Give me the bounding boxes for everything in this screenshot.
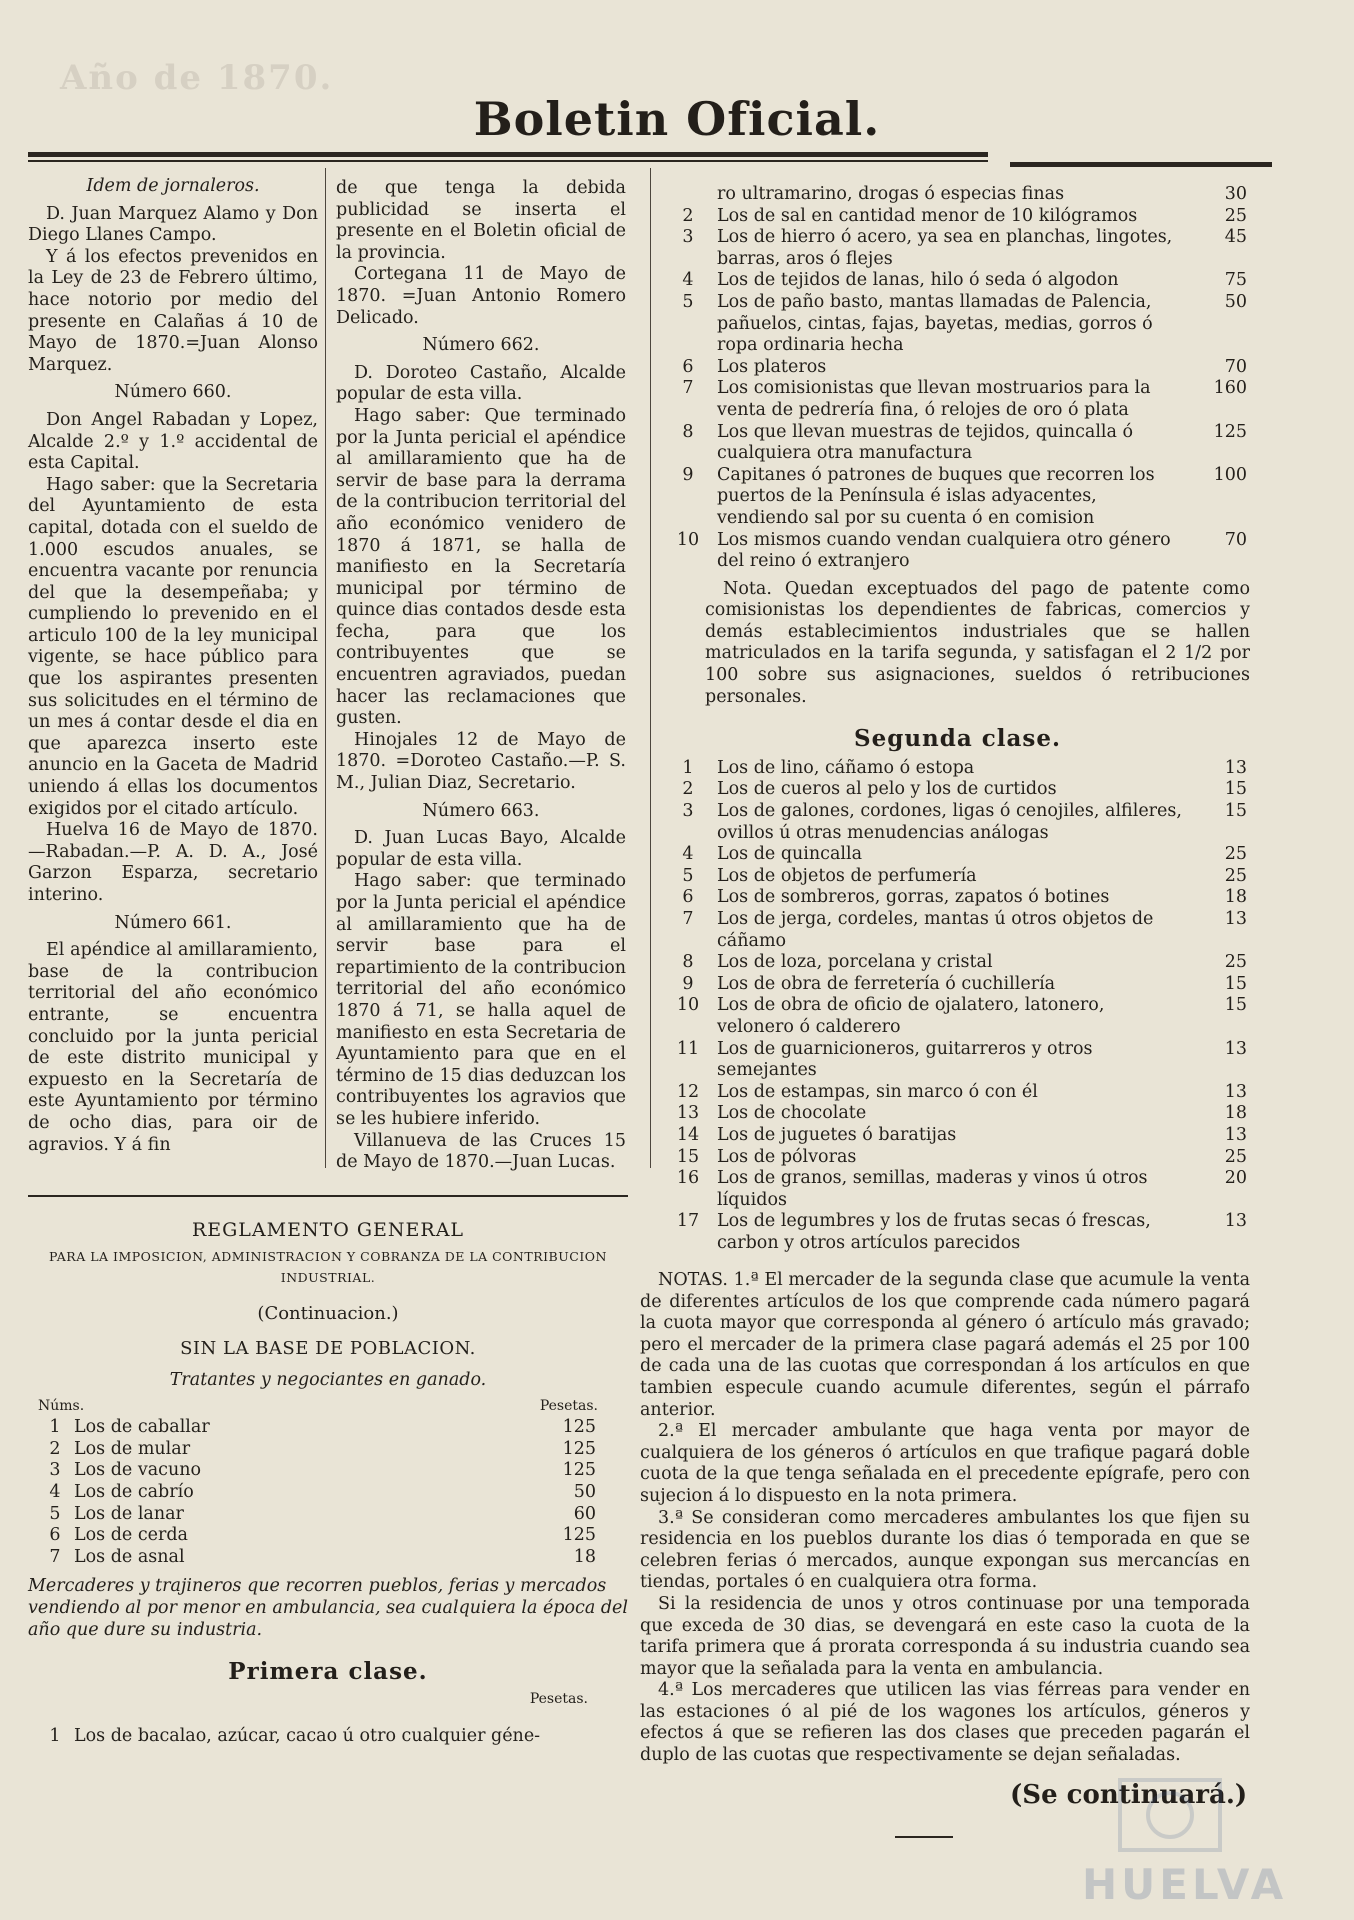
item-number: 5: [682, 865, 694, 886]
reglamento-subtitle: PARA LA IMPOSICION, ADMINISTRACION Y COBRANZA DE LA CONTRIBUCION INDUSTRIAL.: [49, 1248, 607, 1286]
item-value: 15: [1224, 779, 1247, 800]
item-value: 30: [1224, 184, 1247, 204]
item-text: Los de obra de ferretería ó cuchillería: [717, 973, 1056, 994]
item-text: Los de loza, porcelana y cristal: [717, 952, 993, 973]
table-row: [665, 378, 1250, 421]
item-text: Los de sombreros, gorras, zapatos ó botines: [717, 887, 1110, 908]
item-number: 10: [676, 995, 700, 1016]
item-text: Los de lanar: [74, 1503, 184, 1524]
note-paragraph: Si la residencia de unos y otros continuase por una temporada que exceda de 30 dias, se devengará en este caso la cuota de la tarifa primera que á prorata corresponda á su industria cuando sea mayor que la señalada para la venta en ambulancia.: [640, 1593, 1250, 1679]
table-row: [665, 270, 1250, 292]
stamp-text: HUELVA: [1082, 1860, 1288, 1909]
item-value: 70: [1224, 356, 1247, 377]
table-row: [38, 1547, 598, 1569]
faded-year-header: Año de 1870.: [60, 58, 334, 98]
table-row: [665, 909, 1250, 952]
mercaderes-text: Mercaderes y trajineros que recorren pueblos, ferias y mercados vendiendo al por menor en ambulancia, sea cualquiera la época del año que dure su industria.: [28, 1576, 628, 1640]
reglamento-title: REGLAMENTO GENERAL: [191, 1219, 465, 1241]
table-row: [38, 1726, 598, 1748]
item-value: 60: [573, 1503, 596, 1524]
table-row: [665, 422, 1250, 465]
item-number: 9: [682, 973, 694, 994]
table-row: [665, 887, 1250, 909]
table-row: [665, 1168, 1250, 1211]
item-text: Los mismos cuando vendan cualquiera otro género del reino ó extranjero: [717, 529, 1171, 572]
item-text: Los de pólvoras: [717, 1146, 857, 1167]
item-text: Los de mular: [74, 1438, 191, 1459]
item-number: 16: [676, 1168, 700, 1189]
item-text: Los de objetos de perfumería: [717, 865, 977, 886]
paragraph: Hago saber: que terminado por la Junta pericial el apéndice al amillaramiento que ha de servir base para el repartimiento de la contribucion territorial del año económico 1870 á 71, se halla aquel de manifiesto en esta Secretaria de Ayuntamiento para que en el término de 15 dias deduzcan los contribuyentes los agravios que se les hubiere inferido.: [336, 871, 626, 1129]
tariff-table-first: [665, 184, 1250, 573]
paragraph: Número 660.: [114, 382, 232, 403]
table-row: [665, 1039, 1250, 1082]
segunda-clase-heading: Segunda clase.: [854, 725, 1061, 753]
nota-text: Nota. Quedan exceptuados del pago de patente como comisionistas los dependientes de fabricas, comercios y demás establecimientos industriales que se hallen matriculados en la tarifa segunda, y satisfagan el 2 1/2 por 100 sobre sus asignaciones, sueldos ó retribuciones personales.: [705, 578, 1250, 707]
item-value: 20: [1224, 1168, 1247, 1189]
item-value: 50: [573, 1481, 596, 1502]
masthead-title: Boletin Oficial.: [473, 92, 881, 146]
item-value: 70: [1224, 529, 1247, 550]
paragraph: Hago saber: que la Secretaria del Ayuntamiento de esta capital, dotada con el sueldo de 1.000 escudos anuales, se encuentra vacante por renuncia del que la desempeñaba; y cumpliendo lo prevenido en el articulo 100 de la ley municipal vigente, se hace público para que los aspirantes presenten sus solicitudes en el término de un mes á contar desde el dia en que aparezca inserto este anuncio en la Gaceta de Madrid uniendo á ellas los documentos exigidos por el citado artículo.: [28, 474, 318, 819]
primera-table: [38, 1726, 598, 1748]
column-1: [28, 170, 318, 1156]
paragraph: D. Doroteo Castaño, Alcalde popular de esta villa.: [336, 362, 626, 405]
table-row: [665, 1082, 1250, 1104]
item-number: 6: [682, 887, 694, 908]
item-text: Los de galones, cordones, ligas ó cenojiles, alfileres, ovillos ú otras menudencias análogas: [717, 801, 1182, 843]
paragraph: Número 661.: [114, 912, 232, 933]
table-row: [665, 995, 1250, 1038]
item-number: 15: [676, 1146, 700, 1167]
item-value: 15: [1224, 973, 1247, 994]
item-text: Los de legumbres y los de frutas secas ó frescas, carbon y otros artículos parecidos: [717, 1211, 1151, 1253]
item-number: 8: [682, 952, 694, 973]
col-num-label: Núms.: [38, 1397, 85, 1414]
ganado-table: [38, 1417, 598, 1568]
item-value: 13: [1224, 1211, 1247, 1232]
column-divider: [325, 168, 326, 1168]
item-number: 7: [49, 1546, 61, 1567]
item-value: 125: [562, 1417, 596, 1438]
paragraph: de que tenga la debida publicidad se inserta el presente en el Boletin oficial de la provincia.: [336, 178, 626, 263]
item-text: Los de obra de oficio de ojalatero, latonero, velonero ó calderero: [717, 995, 1105, 1037]
item-value: 25: [1224, 205, 1247, 226]
table-row: [38, 1525, 598, 1547]
item-number: 9: [682, 464, 694, 485]
item-text: Los de tejidos de lanas, hilo ó seda ó algodon: [717, 270, 1119, 291]
table-row: [38, 1460, 598, 1482]
item-value: 25: [1224, 952, 1247, 973]
item-text: Los de bacalao, azúcar, cacao ú otro cualquier géne-: [74, 1726, 541, 1747]
table-row: [665, 1147, 1250, 1169]
table-row: [38, 1417, 598, 1439]
item-number: 14: [676, 1124, 700, 1145]
item-value: 50: [1224, 291, 1247, 312]
table-row: [665, 866, 1250, 888]
table-row: [665, 465, 1250, 530]
item-value: 18: [1224, 887, 1247, 908]
paragraph: Cortegana 11 de Mayo de 1870. =Juan Antonio Romero Delicado.: [336, 264, 626, 328]
table-row: [38, 1482, 598, 1504]
item-text: Los de lino, cáñamo ó estopa: [717, 757, 975, 778]
item-text: Los de chocolate: [717, 1103, 867, 1124]
table-row: [665, 1103, 1250, 1125]
paragraph: Don Angel Rabadan y Lopez, Alcalde 2.º y 1.º accidental de esta Capital.: [28, 409, 318, 474]
closing-dash: [895, 1836, 953, 1838]
item-text: Los de cueros al pelo y los de curtidos: [717, 779, 1057, 800]
item-text: Los de caballar: [74, 1417, 210, 1438]
item-number: 7: [682, 378, 694, 399]
item-number: 2: [682, 779, 694, 800]
item-value: 160: [1213, 378, 1247, 399]
paragraph: El apéndice al amillaramiento, base de la contribucion territorial del año económico entrante, se encuentra concluido por la junta pericial de este distrito municipal y expuesto en la Secretaría de este Ayuntamiento por término de ocho dias, para oir de agravios. Y á fin: [28, 940, 318, 1155]
table-row: [665, 844, 1250, 866]
table-row: [665, 779, 1250, 801]
item-number: 6: [682, 356, 694, 377]
item-text: Los que llevan muestras de tejidos, quincalla ó cualquiera otra manufactura: [717, 421, 1134, 464]
item-number: 3: [682, 801, 694, 822]
item-text: Los de sal en cantidad menor de 10 kilógramos: [717, 205, 1138, 226]
item-number: 3: [49, 1460, 61, 1481]
item-text: Capitanes ó patrones de buques que recorren los puertos de la Península é islas adyacentes, vendiendo sal por su cuenta ó en comision: [717, 464, 1155, 528]
table-row: [665, 227, 1250, 270]
item-number: 4: [682, 270, 694, 291]
item-number: 1: [49, 1726, 61, 1747]
item-value: 13: [1224, 909, 1247, 929]
item-value: 25: [1224, 844, 1247, 865]
item-text: Los de cerda: [74, 1525, 188, 1546]
item-value: 125: [1213, 421, 1247, 442]
item-text: Los de estampas, sin marco ó con él: [717, 1081, 1038, 1102]
item-text: Los de quincalla: [717, 844, 863, 865]
item-number: 3: [682, 227, 694, 248]
item-number: 5: [682, 291, 694, 312]
table-row: [665, 184, 1250, 206]
item-value: 13: [1224, 1124, 1247, 1145]
item-number: 6: [49, 1525, 61, 1546]
note-paragraph: 4.ª Los mercaderes que utilicen las vias férreas para vender en las estaciones ó al pié de los wagones los artículos, géneros y efectos á que se refieren las dos clases que preceden pagarán el duplo de las cuotas que respectivamente se dejan señaladas.: [640, 1680, 1250, 1766]
masthead-rule: [28, 152, 988, 157]
note-paragraph: NOTAS. 1.ª El mercader de la segunda clase que acumule la venta de diferentes artículos de los que comprende cada número pagará la cuota mayor que corresponda al género ó artículo más gravado; pero el mercader de la primera clase pagará además el 25 por 100 de cada una de las cuotas que correspondan á los artículos en que tambien especule cuando acumule diferentes, según el párrafo anterior.: [640, 1270, 1250, 1420]
table-row: [665, 357, 1250, 379]
item-text: Los de jerga, cordeles, mantas ú otros objetos de cáñamo: [717, 909, 1154, 951]
item-number: [665, 184, 711, 206]
item-value: 45: [1224, 227, 1247, 248]
paragraph: Idem de jornaleros.: [86, 176, 260, 196]
ganado-column-headers: [38, 1396, 598, 1418]
continuacion-label: (Continuacion.): [257, 1302, 399, 1324]
paragraph: Hinojales 12 de Mayo de 1870. =Doroteo Castaño.—P. S. M., Julian Diaz, Secretario.: [336, 729, 626, 794]
item-number: 4: [682, 844, 694, 865]
primera-clase-heading: Primera clase.: [228, 1658, 428, 1686]
table-row: [665, 206, 1250, 228]
item-number: 12: [676, 1081, 700, 1102]
section-divider: [28, 1195, 628, 1197]
column-3: [665, 184, 1250, 1255]
item-number: 1: [49, 1417, 61, 1438]
item-value: 25: [1224, 865, 1247, 886]
item-text: Los de asnal: [74, 1546, 185, 1567]
masthead-rule-thin: [28, 160, 988, 162]
item-text: Los de guarnicioneros, guitarreros y otros semejantes: [717, 1038, 1093, 1081]
col-pesetas-label: Pesetas.: [539, 1397, 598, 1414]
item-text: Los de cabrío: [74, 1481, 194, 1502]
paragraph: Y á los efectos prevenidos en la Ley de 23 de Febrero último, hace notorio por medio del presente en Calañas á 10 de Mayo de 1870.=Juan Alonso Marquez.: [28, 246, 318, 375]
continuara-label: (Se continuará.): [1010, 1780, 1248, 1810]
item-text: Los de vacuno: [74, 1460, 202, 1481]
item-value: 13: [1224, 1038, 1247, 1059]
sin-base-heading: SIN LA BASE DE POBLACION.: [180, 1338, 476, 1360]
table-row: [665, 974, 1250, 996]
paragraph: Número 662.: [422, 335, 540, 356]
note-paragraph: 2.ª El mercader ambulante que haga venta por mayor de cualquiera de los géneros ó artículos en que trafique pagará doble cuota de la que tenga señalada en el precedente epígrafe, pero con sujecion á lo dispuesto en la nota primera.: [640, 1421, 1250, 1506]
paragraph: Villanueva de las Cruces 15 de Mayo de 1870.—Juan Lucas.: [336, 1130, 626, 1173]
paragraph: D. Juan Marquez Alamo y Don Diego Llanes Campo.: [28, 203, 318, 246]
item-number: 2: [49, 1438, 61, 1459]
item-value: 25: [1224, 1146, 1247, 1167]
item-number: 5: [49, 1503, 61, 1524]
item-value: 18: [573, 1546, 596, 1567]
item-value: 125: [562, 1525, 596, 1546]
item-number: 8: [682, 421, 694, 442]
table-row: [665, 530, 1250, 573]
column-2: [336, 178, 626, 1174]
primera-pesetas-label: Pesetas.: [529, 1690, 588, 1707]
item-value: 75: [1224, 270, 1247, 291]
item-text: Los de paño basto, mantas llamadas de Palencia, pañuelos, cintas, fajas, bayetas, medias, gorros ó ropa ordinaria hecha: [717, 291, 1153, 356]
note-paragraph: 3.ª Se consideran como mercaderes ambulantes los que fijen su residencia en los pueblos durante los dias ó temporada en que se celebren ferias ó mercados, aunque expongan sus mercancías en tiendas, portales ó en cualquiera otra forma.: [640, 1507, 1250, 1593]
item-number: 11: [676, 1038, 700, 1059]
table-row: [665, 292, 1250, 357]
table-row: [665, 801, 1250, 844]
item-number: 10: [676, 529, 700, 550]
table-row: [38, 1504, 598, 1526]
item-value: 15: [1224, 801, 1247, 822]
item-number: 7: [682, 909, 694, 929]
item-text: Los plateros: [717, 356, 827, 377]
table-row: [665, 952, 1250, 974]
masthead-rule-right: [1010, 162, 1272, 167]
item-value: 13: [1224, 1081, 1247, 1102]
item-value: 15: [1224, 995, 1247, 1016]
item-text: ro ultramarino, drogas ó especias finas: [717, 184, 1065, 204]
item-value: 18: [1224, 1103, 1247, 1124]
item-text: Los de hierro ó acero, ya sea en planchas, lingotes, barras, aros ó flejes: [717, 227, 1173, 269]
tratantes-heading: Tratantes y negociantes en ganado.: [169, 1369, 487, 1390]
paragraph: Número 663.: [422, 800, 540, 821]
item-value: 125: [562, 1438, 596, 1459]
item-number: 2: [682, 205, 694, 226]
item-text: Los comisionistas que llevan mostruarios para la venta de pedrería fina, ó relojes de oro ó plata: [717, 378, 1151, 420]
item-value: 125: [562, 1460, 596, 1481]
table-row: [665, 758, 1250, 780]
item-number: 4: [49, 1481, 61, 1502]
paragraph: D. Juan Lucas Bayo, Alcalde popular de esta villa.: [336, 828, 626, 870]
item-text: Los de juguetes ó baratijas: [717, 1124, 957, 1145]
tariff-table-segunda: [665, 758, 1250, 1255]
table-row: [665, 1125, 1250, 1147]
item-number: 17: [676, 1211, 700, 1232]
notes-block: [640, 1270, 1250, 1767]
item-value: 100: [1213, 464, 1247, 485]
paragraph: Hago saber: Que terminado por la Junta pericial el apéndice al amillaramiento que ha de servir de base para la derrama de la contribucion territorial del año económico venidero de 1870 á 1871, se halla de manifiesto en la Secretaría municipal por término de quince dias contados desde esta fecha, para que los contribuyentes que se encuentren agraviados, puedan hacer las reclamaciones que gusten.: [336, 405, 626, 729]
table-row: [38, 1439, 598, 1461]
item-text: Los de granos, semillas, maderas y vinos ú otros líquidos: [717, 1168, 1148, 1210]
item-number: 1: [682, 757, 694, 778]
item-value: 13: [1224, 757, 1247, 778]
item-number: 13: [676, 1103, 700, 1124]
table-row: [665, 1211, 1250, 1254]
column-divider: [650, 168, 651, 1168]
paragraph: Huelva 16 de Mayo de 1870.—Rabadan.—P. A. D. A., José Garzon Esparza, secretario interino.: [28, 820, 318, 905]
reglamento-section: [28, 1220, 628, 1748]
